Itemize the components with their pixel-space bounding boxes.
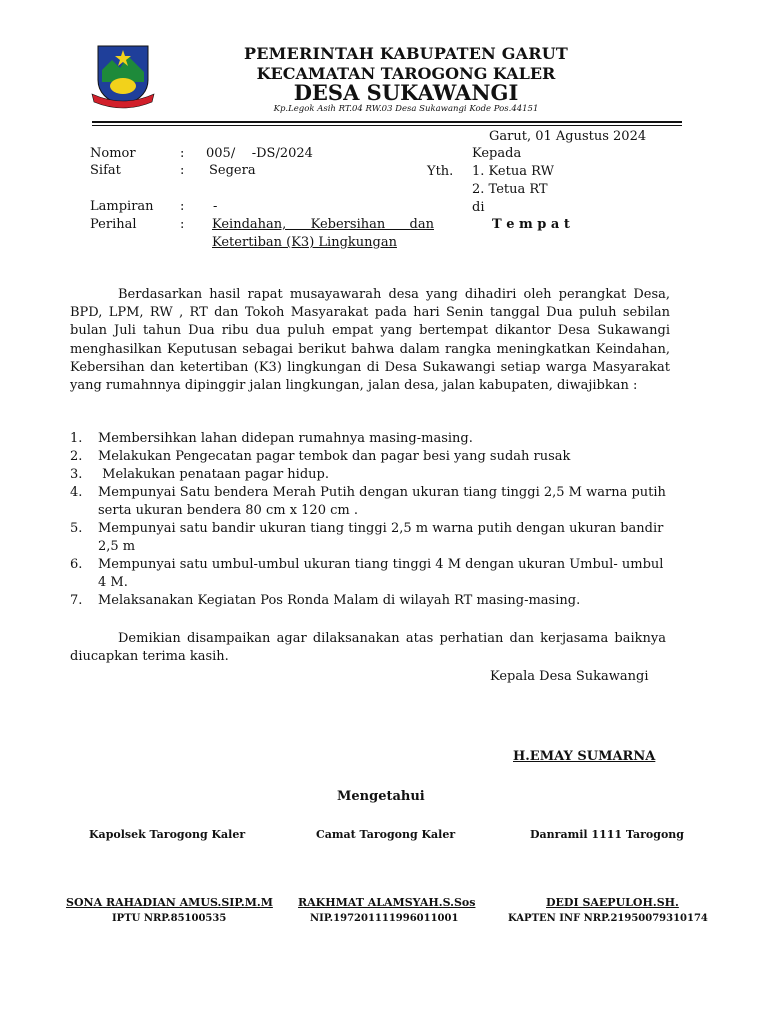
official-name-kapolsek: SONA RAHADIAN AMUS.SIP.M.M <box>66 896 273 909</box>
mengetahui-label: Mengetahui <box>337 789 425 804</box>
lampiran-value: - <box>213 199 218 214</box>
perihal-colon: : <box>180 217 185 232</box>
letterhead-district: KECAMATAN TAROGONG KALER <box>256 64 556 83</box>
letterhead-divider-thin <box>92 125 682 126</box>
recipient-di: di <box>472 200 485 215</box>
letterhead-village: DESA SUKAWANGI <box>293 80 519 105</box>
list-item: 4. Mempunyai Satu bendera Merah Putih dengan ukuran tiang tinggi 2,5 M warna putih serta ukuran bendera 80 cm x 120 cm . <box>70 485 666 518</box>
perihal-line1: Keindahan, Kebersihan dan <box>212 217 434 232</box>
official-id-kapolsek: IPTU NRP.85100535 <box>112 913 227 924</box>
recipient-kepada: Kepada <box>472 146 522 161</box>
body-paragraph: Berdasarkan hasil rapat musayawarah desa yang dihadiri oleh perangkat Desa, BPD, LPM, RW , RT dan Tokoh Masyarakat pada hari Senin tanggal Dua puluh sebilan bulan Juli tahun Dua ribu dua puluh empat yang bertempat dikantor Desa Sukawangi menghasilkan Keputusan sebagai berikut bahwa dalam rangka meningkatkan Keindahan, Kebersihan dan ketertiban (K3) lingkungan di Desa Sukawangi setiap warga Masyarakat yang rumahnnya dipinggir jalan lingkungan, jalan desa, jalan kabupaten, diwajibkan : <box>70 287 670 394</box>
list-item: 2. Melakukan Pengecatan pagar tembok dan pagar besi yang sudah rusak <box>70 449 571 464</box>
lampiran-label: Lampiran <box>90 199 154 214</box>
list-item: 7. Melaksanakan Kegiatan Pos Ronda Malam di wilayah RT masing-masing. <box>70 593 581 608</box>
letterhead-address: Kp.Legok Asih RT.04 RW.03 Desa Sukawangi Kode Pos.44151 <box>273 104 539 114</box>
list-item: 3. Melakukan penataan pagar hidup. <box>70 467 329 482</box>
letterhead-government: PEMERINTAH KABUPATEN GARUT <box>244 44 568 63</box>
signatory-title: Kepala Desa Sukawangi <box>490 669 649 684</box>
list-item: 5. Mempunyai satu bandir ukuran tiang tinggi 2,5 m warna putih dengan ukuran bandir 2,5 m <box>70 521 664 554</box>
official-id-danramil: KAPTEN INF NRP.21950079310174 <box>508 913 708 924</box>
letter-date: Garut, 01 Agustus 2024 <box>489 129 647 144</box>
nomor-label: Nomor <box>90 146 136 161</box>
recipient-tetua-rt: 2. Tetua RT <box>472 182 548 197</box>
letterhead-divider <box>92 121 682 123</box>
perihal-line2: Ketertiban (K3) Lingkungan <box>212 235 397 250</box>
closing-paragraph: Demikian disampaikan agar dilaksanakan atas perhatian dan kerjasama baiknya diucapkan terima kasih. <box>70 631 666 665</box>
signatory-name: H.EMAY SUMARNA <box>513 749 656 764</box>
official-name-camat: RAKHMAT ALAMSYAH.S.Sos <box>298 896 476 909</box>
list-item: 1. Membersihkan lahan didepan rumahnya masing-masing. <box>70 431 473 446</box>
list-item: 6. Mempunyai satu umbul-umbul ukuran tiang tinggi 4 M dengan ukuran Umbul- umbul 4 M. <box>70 557 664 590</box>
nomor-value: 005/ -DS/2024 <box>206 146 313 161</box>
official-position-kapolsek: Kapolsek Tarogong Kaler <box>89 828 246 841</box>
recipient-yth: Yth. <box>427 164 454 179</box>
sifat-value: Segera <box>209 163 256 178</box>
obligations-list <box>70 430 670 610</box>
official-id-camat: NIP.197201111996011001 <box>310 913 459 924</box>
official-name-danramil: DEDI SAEPULOH.SH. <box>546 896 679 909</box>
official-position-camat: Camat Tarogong Kaler <box>316 828 456 841</box>
recipient-ketua-rw: 1. Ketua RW <box>472 164 554 179</box>
official-position-danramil: Danramil 1111 Tarogong <box>530 828 684 841</box>
lampiran-colon: : <box>180 199 185 214</box>
sifat-label: Sifat <box>90 163 121 178</box>
sifat-colon: : <box>180 163 185 178</box>
perihal-label: Perihal <box>90 217 137 232</box>
recipient-tempat: T e m p a t <box>492 217 570 232</box>
nomor-colon: : <box>180 146 185 161</box>
